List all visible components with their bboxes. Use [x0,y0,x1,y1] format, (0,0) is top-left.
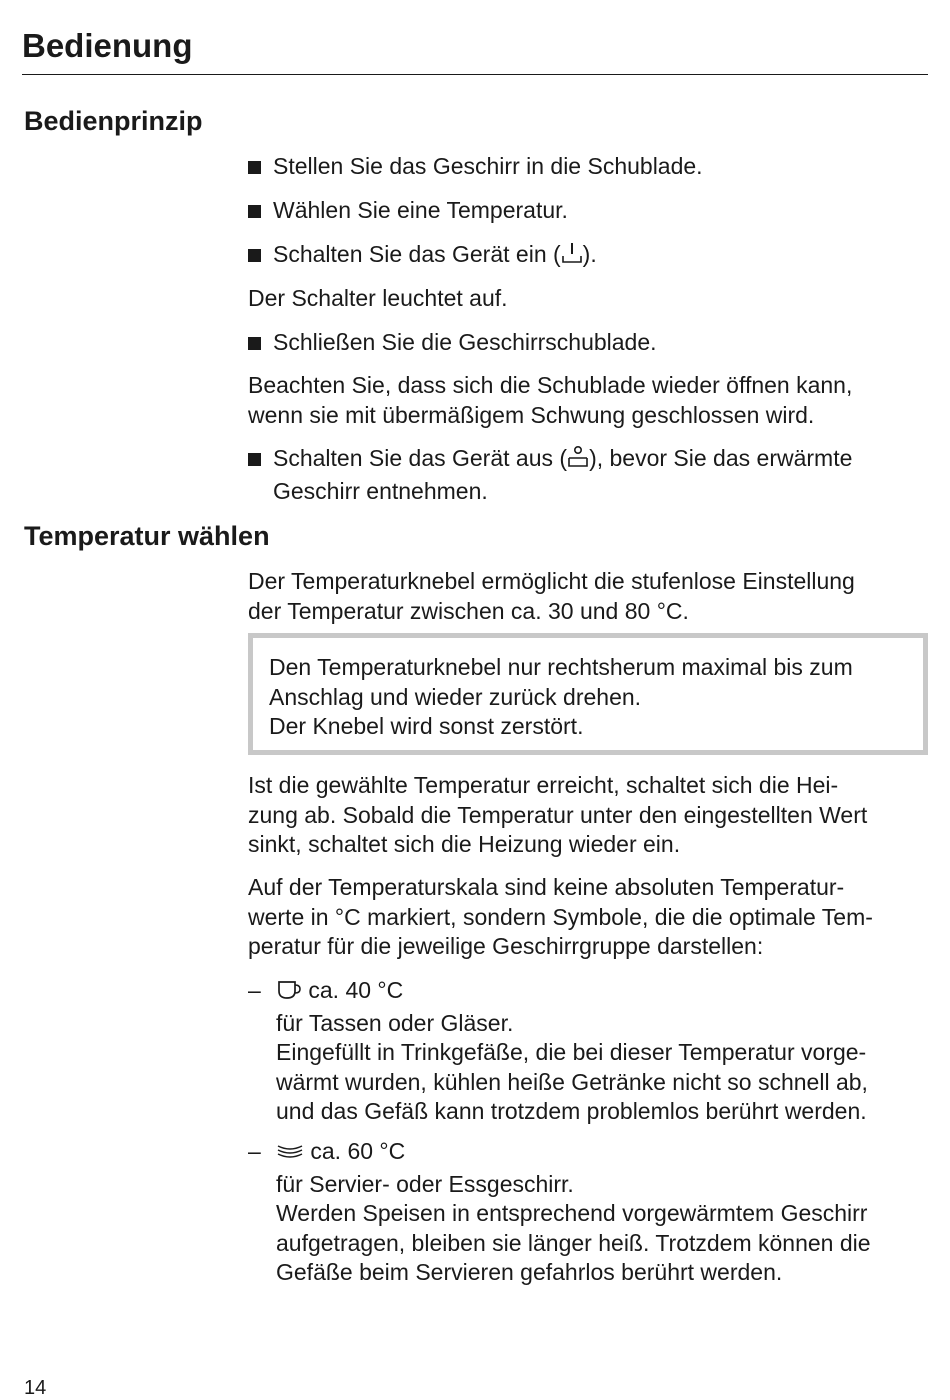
thermostat-paragraph [248,771,932,860]
step-item [248,240,950,273]
list-dash: – [248,977,261,1003]
bullet-square-icon [248,249,261,262]
step-text-suffix: ). [582,241,597,267]
list-item-plates [248,1137,950,1288]
list-dash: – [248,1138,261,1164]
paragraph-line: zung ab. Sobald die Temperatur unter den eingestellten Wert [248,801,868,828]
switch-off-icon [567,445,589,477]
paragraph-line: Beachten Sie, dass sich die Schublade wieder öffnen kann, [248,372,853,398]
step-item [248,444,950,506]
list-line: für Tassen oder Gläser. [276,1009,514,1036]
paragraph-line: wenn sie mit übermäßigem Schwung geschlossen wird. [248,401,815,428]
info-paragraph [248,371,932,430]
page-number: 14 [24,1377,47,1399]
list-line: Gefäße beim Servieren gefahrlos berührt werden. [276,1259,783,1285]
intro-paragraph [248,567,932,626]
header-divider [22,74,928,75]
bullet-square-icon [248,161,261,174]
step-item [248,196,950,226]
paragraph-line: Der Temperaturknebel ermöglicht die stufenlose Einstellung [248,568,855,594]
note-line: Anschlag und wieder zurück drehen. [269,683,642,710]
page-header-title: Bedienung [22,27,193,64]
section-heading-temperatur-waehlen: Temperatur wählen [24,521,270,551]
paragraph-line: peratur für die jeweilige Geschirrgruppe darstellen: [248,933,764,959]
plates-icon [276,1140,304,1170]
step-text: Schalten Sie das Gerät aus ( [273,445,568,471]
list-line: für Servier- oder Essgeschirr. [276,1170,574,1197]
step-text: Schließen Sie die Geschirrschublade. [273,329,657,355]
warning-note-box [248,633,928,755]
list-line: Werden Speisen in entsprechend vorgewärmtem Geschirr [276,1200,868,1226]
scale-paragraph [248,873,932,962]
paragraph-line: Ist die gewählte Temperatur erreicht, schaltet sich die Hei- [248,772,839,798]
step-item [248,152,950,182]
step-text: Schalten Sie das Gerät ein ( [273,241,561,267]
section-heading-bedienprinzip: Bedienprinzip [24,106,203,136]
step-text-suffix: ), bevor Sie das erwärmte [589,445,853,471]
note-line: Den Temperaturknebel nur rechtsherum maximal bis zum [269,654,853,680]
info-text: Der Schalter leuchtet auf. [248,285,508,311]
list-line: und das Gefäß kann trotzdem problemlos berührt werden. [276,1098,867,1124]
cup-icon [276,979,302,1009]
step-text: Stellen Sie das Geschirr in die Schublade. [273,153,703,179]
list-line: Eingefüllt in Trinkgefäße, die bei dieser Temperatur vorge- [276,1039,867,1065]
list-temperature: ca. 60 °C [310,1138,406,1164]
step-text: Wählen Sie eine Temperatur. [273,197,568,223]
paragraph-line: sinkt, schaltet sich die Heizung wieder ein. [248,831,681,857]
step-text-line2: Geschirr entnehmen. [273,477,488,504]
list-line: aufgetragen, bleiben sie länger heiß. Trotzdem können die [276,1229,871,1256]
bullet-square-icon [248,453,261,466]
list-temperature: ca. 40 °C [308,977,404,1003]
paragraph-line: Auf der Temperaturskala sind keine absoluten Temperatur- [248,874,845,900]
switch-on-icon [561,241,583,273]
paragraph-line: der Temperatur zwischen ca. 30 und 80 °C. [248,597,689,624]
step-item [248,328,950,358]
bullet-square-icon [248,205,261,218]
list-line: wärmt wurden, kühlen heiße Getränke nicht so schnell ab, [276,1068,868,1095]
note-line: Der Knebel wird sonst zerstört. [269,713,584,739]
paragraph-line: werte in °C markiert, sondern Symbole, die die optimale Tem- [248,903,873,930]
bullet-square-icon [248,337,261,350]
list-item-cups [248,976,950,1127]
